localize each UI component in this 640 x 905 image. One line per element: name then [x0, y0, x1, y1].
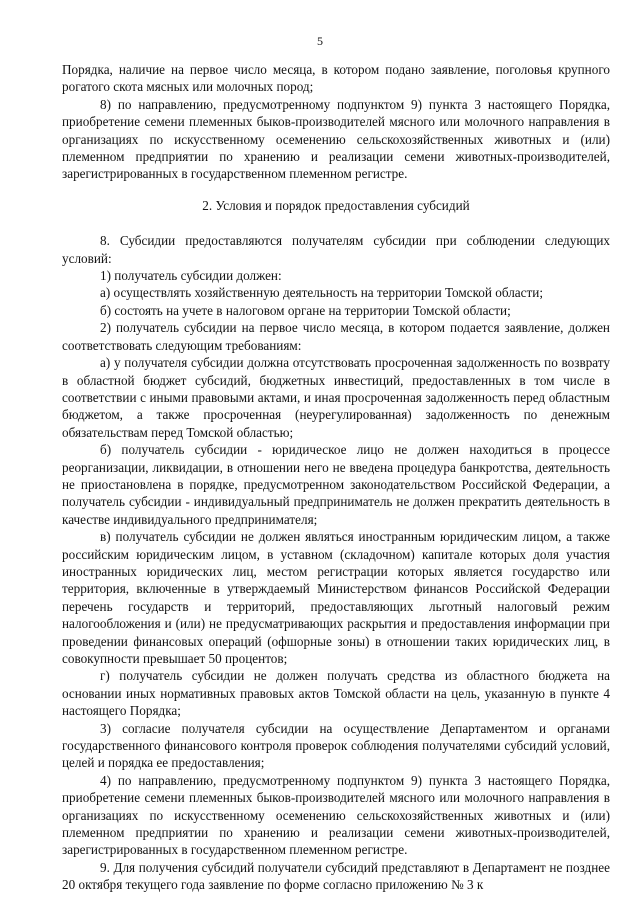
paragraph: а) осуществлять хозяйственную деятельность на территории Томской области;: [100, 285, 543, 301]
paragraph: 8. Субсидии предоставляются получателям субсидии при соблюдении следующих условий:: [62, 233, 610, 266]
paragraph: 1) получатель субсидии должен:: [100, 268, 282, 284]
paragraph: в) получатель субсидии не должен являться иностранным юридическим лицом, а также российским юридическим лицом, в уставном (складочном) капитале которых доля участия иностранных юридических лиц, местом регистрации которых является государство или территория, включенные в утверждаемый Министерством финансов Российской Федерации перечень государств и территорий, предоставляющих льготный налоговый режим налогообложения и (или) не предусматривающих раскрытия и предоставления информации при проведении финансовых операций (офшорные зоны) в отношении таких юридических лиц, в совокупности превышает 50 процентов;: [62, 529, 610, 666]
paragraph: 8) по направлению, предусмотренному подпунктом 9) пункта 3 настоящего Порядка, приобретение семени племенных быков-производителей мясного или молочного направления в организациях по искусственному осеменению сельскохозяйственных животных и (или) племенном предприятии по хранению и реализации семени животных-производителей, зарегистрированных в государственном племенном регистре.: [62, 96, 610, 182]
paragraph: 4) по направлению, предусмотренному подпунктом 9) пункта 3 настоящего Порядка, приобретение семени племенных быков-производителей мясного или молочного направления в организациях по искусственному осеменению сельскохозяйственных животных и (или) племенном предприятии по хранению и реализации семени животных-производителей, зарегистрированных в государственном племенном регистре.: [62, 772, 610, 858]
paragraph: 9. Для получения субсидий получатели субсидий представляют в Департамент не позднее 20 октября текущего года заявление по форме согласно приложению № 3 к: [62, 859, 610, 893]
paragraph: Порядка, наличие на первое число месяца, в котором подано заявление, поголовья крупного рогатого скота мясных или молочных пород;: [62, 62, 610, 95]
document-body: [62, 61, 610, 894]
paragraph: 3) согласие получателя субсидии на осуществление Департаментом и органами государственного финансового контроля проверок соблюдения получателями субсидий условий, целей и порядка ее предоставления;: [62, 720, 610, 771]
section-heading: 2. Условия и порядок предоставления субсидий: [202, 197, 470, 213]
paragraph: б) состоять на учете в налоговом органе на территории Томской области;: [100, 302, 511, 318]
page-number: 5: [317, 34, 323, 48]
paragraph: б) получатель субсидии - юридическое лицо не должен находиться в процессе реорганизации, ликвидации, в отношении него не введена процедура банкротства, деятельность не приостановлена в порядке, предусмотренном законодательством Российской Федерации, а получатель субсидии - индивидуальный предприниматель не должен прекратить деятельность в качестве индивидуального предпринимателя;: [62, 442, 610, 527]
paragraph: 2) получатель субсидии на первое число месяца, в котором подается заявление, должен соответствовать следующим требованиям:: [62, 320, 610, 353]
paragraph: г) получатель субсидии не должен получать средства из областного бюджета на основании иных нормативных правовых актов Томской области на цель, указанную в пункте 4 настоящего Порядка;: [62, 668, 610, 719]
paragraph: а) у получателя субсидии должна отсутствовать просроченная задолженность по возврату в областной бюджет субсидий, бюджетных инвестиций, предоставленных в том числе в соответствии с иными правовыми актами, и иная просроченная задолженность перед областным бюджетом, а также просроченная (неурегулированная) задолженность по денежным обязательствам перед Томской областью;: [62, 355, 610, 440]
